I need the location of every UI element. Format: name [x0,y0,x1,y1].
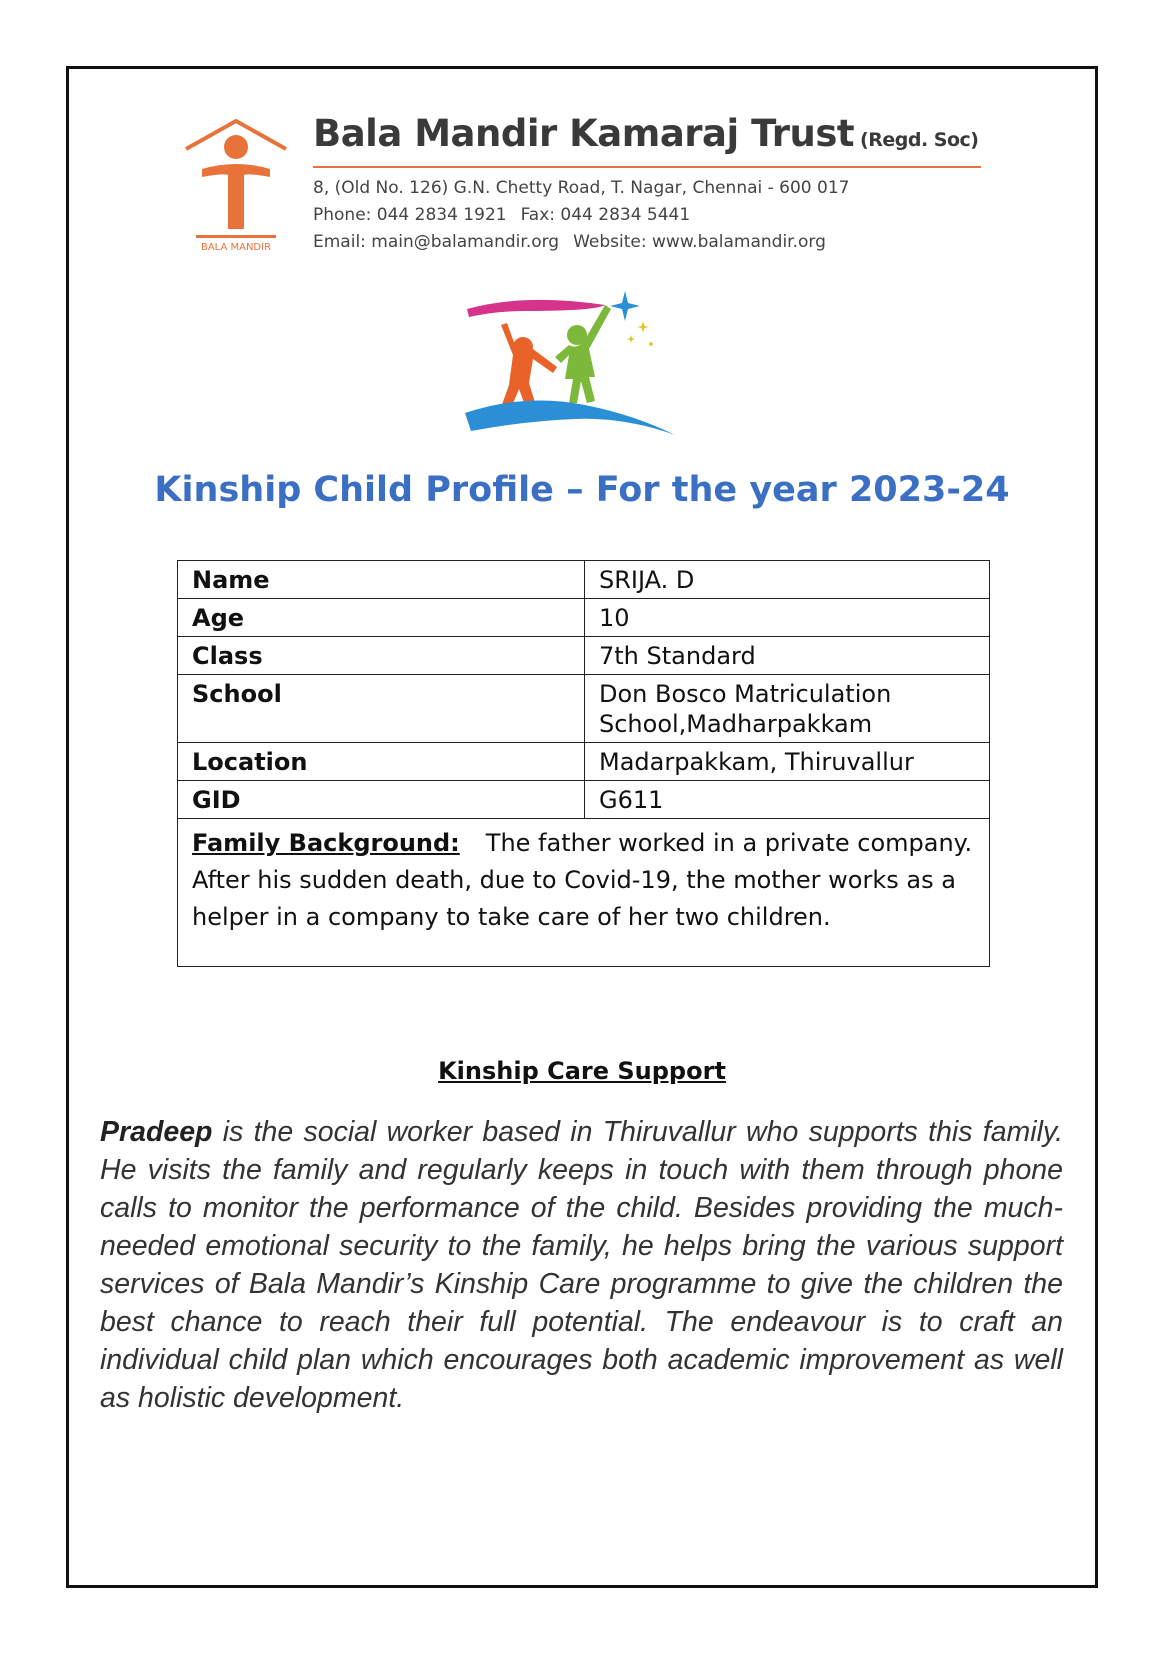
social-worker-name: Pradeep [100,1116,213,1148]
table-row [178,675,990,743]
logo-caption: BALA MANDIR [200,242,272,253]
org-contact-phone-fax [313,205,690,225]
row-label-gid: GID [178,781,585,819]
table-row [178,781,990,819]
family-background-row [178,819,990,967]
support-body-text: is the social worker based in Thiruvallur who supports this family. He visits the family and regularly keeps in touch with them through phone calls to monitor the performance of the child. Besides providing the much-needed emotional security to the family, he helps bring the various support services of Bala Mandir’s Kinship Care programme to give the children the best chance to reach their full potential. The endeavour is to craft an individual child plan which encourages both academic improvement as well as holistic development. [100,1116,1063,1414]
table-row [178,637,990,675]
family-background-text: The father worked in a private company. After his sudden death, due to Covid-19, the mother works as a helper in a company to take care of her two children. [192,829,973,931]
org-name: Bala Mandir Kamaraj Trust (Regd. Soc) [313,112,979,155]
org-phone: Phone: 044 2834 1921 [313,205,507,225]
header-divider [313,166,981,168]
org-address: 8, (Old No. 126) G.N. Chetty Road, T. Nagar, Chennai - 600 017 [313,178,850,198]
row-value-gid: G611 [585,781,990,819]
kinship-care-support-paragraph [100,1113,1063,1417]
table-row [178,599,990,637]
table-row [178,561,990,599]
person-house-logo-icon [182,117,290,257]
org-email: Email: main@balamandir.org [313,232,560,252]
row-label-age: Age [178,599,585,637]
org-regd: (Regd. Soc) [860,129,979,151]
row-label-location: Location [178,743,585,781]
row-value-name: SRIJA. D [585,561,990,599]
org-website: Website: www.balamandir.org [573,232,826,252]
family-background-label: Family Background: [192,829,460,857]
row-value-age: 10 [585,599,990,637]
row-value-school: Don Bosco Matriculation School,Madharpakkam [585,675,990,743]
child-profile-table [177,560,990,967]
row-label-class: Class [178,637,585,675]
family-background-cell [178,819,990,967]
row-label-name: Name [178,561,585,599]
row-value-class: 7th Standard [585,637,990,675]
row-label-school: School [178,675,585,743]
page-title: Kinship Child Profile – For the year 2023-24 [154,470,1010,510]
org-fax: Fax: 044 2834 5441 [520,205,691,225]
org-contact-web [313,232,826,252]
row-value-location: Madarpakkam, Thiruvallur [585,743,990,781]
children-reaching-stars-icon [465,285,695,450]
table-row [178,743,990,781]
kinship-care-support-heading: Kinship Care Support [438,1057,726,1085]
